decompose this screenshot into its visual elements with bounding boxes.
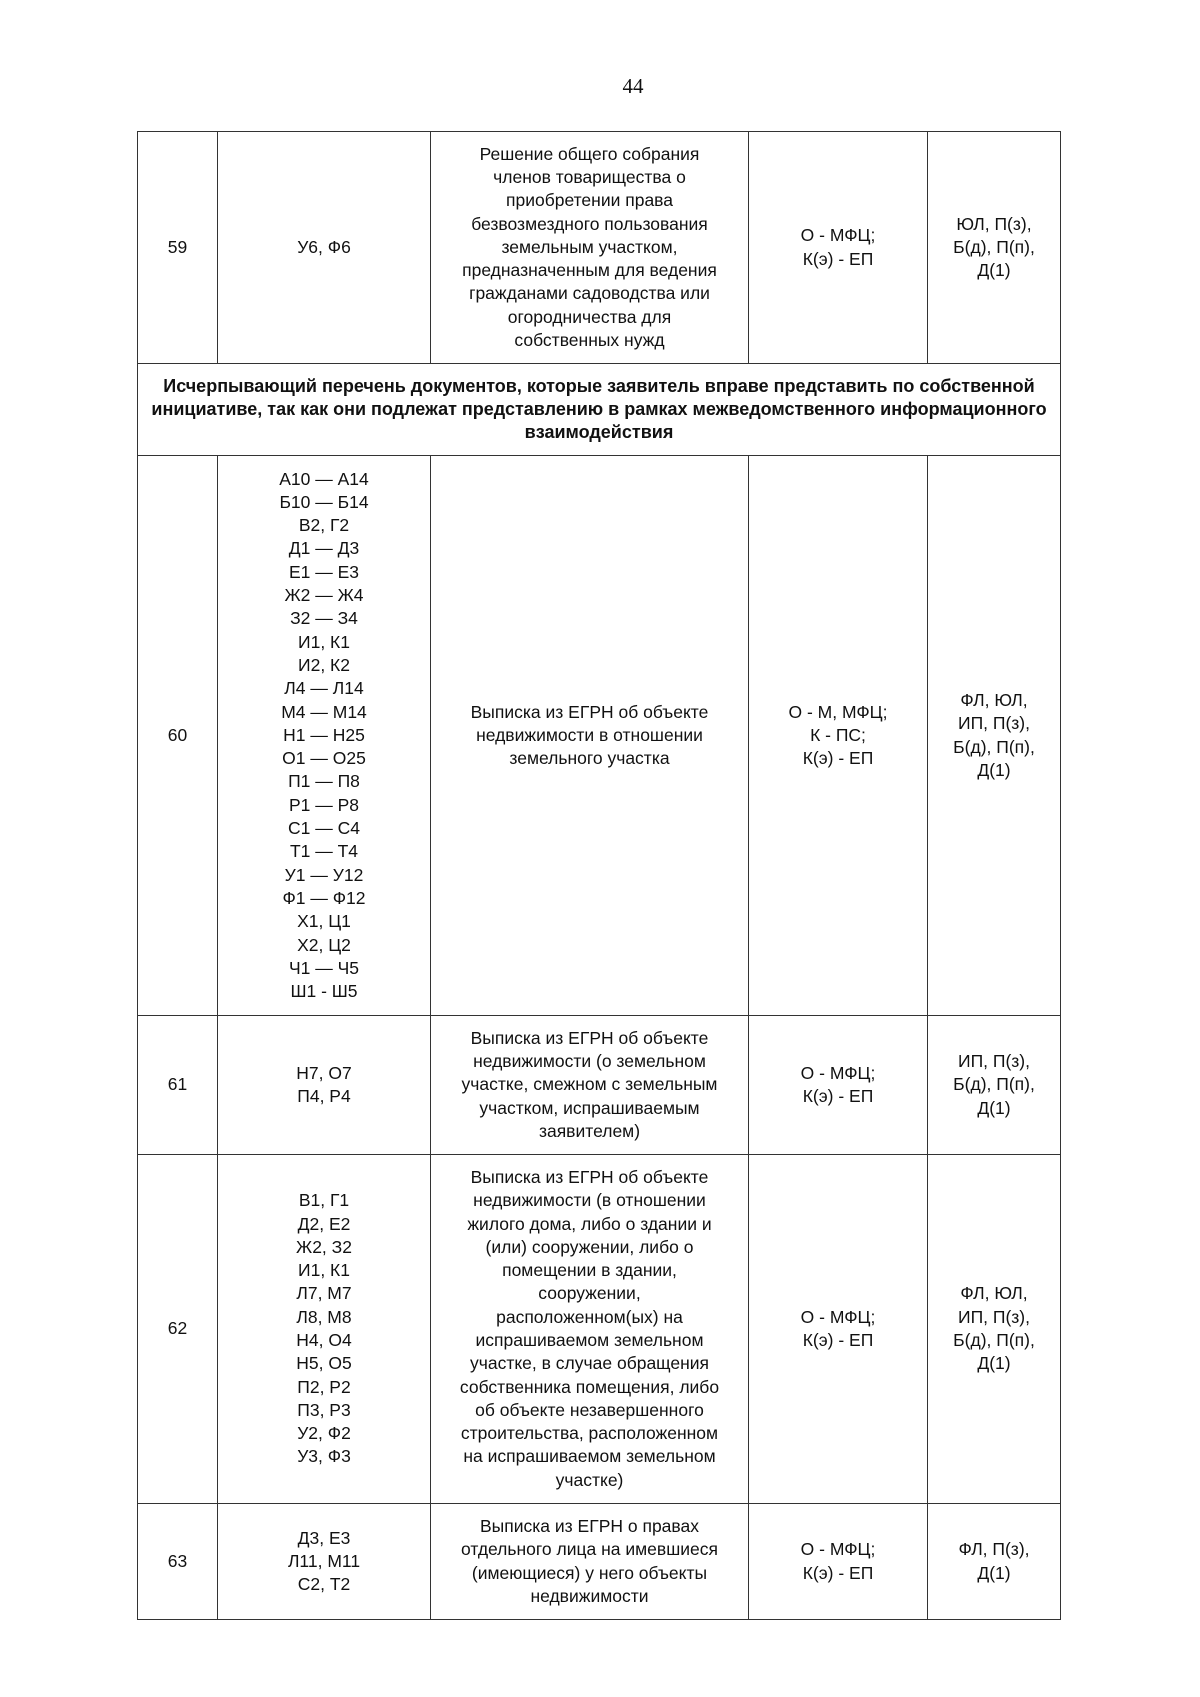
document-name-cell: Выписка из ЕГРН об объекте недвижимости (в отношении жилого дома, либо о здании и (или) сооружении, либо о помещении в здании, сооружении, расположенном(ых) на испрашиваемом земельном участке, в случае обращения собственника помещения, либо об объекте незавершенного строительства, расположенном на испрашиваемом земельном участке) [431,1155,749,1504]
applicant-category-cell: ФЛ, П(з), Д(1) [928,1504,1061,1620]
table-row [138,1504,1061,1620]
applicant-category-cell: ФЛ, ЮЛ, ИП, П(з), Б(д), П(п), Д(1) [928,1155,1061,1504]
document-name-cell: Выписка из ЕГРН об объекте недвижимости (о земельном участке, смежном с земельным участком, испрашиваемым заявителем) [431,1016,749,1155]
section-header-row [138,364,1061,456]
applicant-codes-cell: Н7, О7 П4, Р4 [218,1016,431,1155]
row-number-cell: 60 [138,456,218,1016]
document-name-cell: Выписка из ЕГРН об объекте недвижимости в отношении земельного участка [431,456,749,1016]
submission-method-cell: О - МФЦ; К(э) - ЕП [749,1155,928,1504]
table-row [138,456,1061,1016]
table-row [138,132,1061,364]
applicant-category-cell: ЮЛ, П(з), Б(д), П(п), Д(1) [928,132,1061,364]
applicant-codes-cell: В1, Г1 Д2, Е2 Ж2, З2 И1, К1 Л7, М7 Л8, М8 Н4, О4 Н5, О5 П2, Р2 П3, Р3 У2, Ф2 У3, Ф3 [218,1155,431,1504]
row-number-cell: 59 [138,132,218,364]
applicant-codes-cell: У6, Ф6 [218,132,431,364]
submission-method-cell: О - МФЦ; К(э) - ЕП [749,132,928,364]
applicant-category-cell: ФЛ, ЮЛ, ИП, П(з), Б(д), П(п), Д(1) [928,456,1061,1016]
submission-method-cell: О - М, МФЦ; К - ПС; К(э) - ЕП [749,456,928,1016]
submission-method-cell: О - МФЦ; К(э) - ЕП [749,1016,928,1155]
applicant-codes-cell: Д3, Е3 Л11, М11 С2, Т2 [218,1504,431,1620]
document-name-cell: Решение общего собрания членов товарищества о приобретении права безвозмездного пользования земельным участком, предназначенным для ведения гражданами садоводства или огородничества для собственных нужд [431,132,749,364]
table-row [138,1016,1061,1155]
row-number-cell: 62 [138,1155,218,1504]
applicant-category-cell: ИП, П(з), Б(д), П(п), Д(1) [928,1016,1061,1155]
applicant-codes-cell: А10 — А14 Б10 — Б14 В2, Г2 Д1 — Д3 Е1 — Е3 Ж2 — Ж4 З2 — З4 И1, К1 И2, К2 Л4 — Л14 М4 — М14 Н1 — Н25 О1 — О25 П1 — П8 Р1 — Р8 С1 — С4 Т1 — Т4 У1 — У12 Ф1 — Ф12 Х1, Ц1 Х2, Ц2 Ч1 — Ч5 Ш1 - Ш5 [218,456,431,1016]
table-row [138,1155,1061,1504]
documents-table [137,131,1061,1620]
section-heading: Исчерпывающий перечень документов, которые заявитель вправе представить по собственной инициативе, так как они подлежат представлению в рамках межведомственного информационного взаимодействия [138,364,1061,456]
submission-method-cell: О - МФЦ; К(э) - ЕП [749,1504,928,1620]
page-number: 44 [622,74,644,98]
document-name-cell: Выписка из ЕГРН о правах отдельного лица на имевшиеся (имеющиеся) у него объекты недвижимости [431,1504,749,1620]
row-number-cell: 61 [138,1016,218,1155]
row-number-cell: 63 [138,1504,218,1620]
